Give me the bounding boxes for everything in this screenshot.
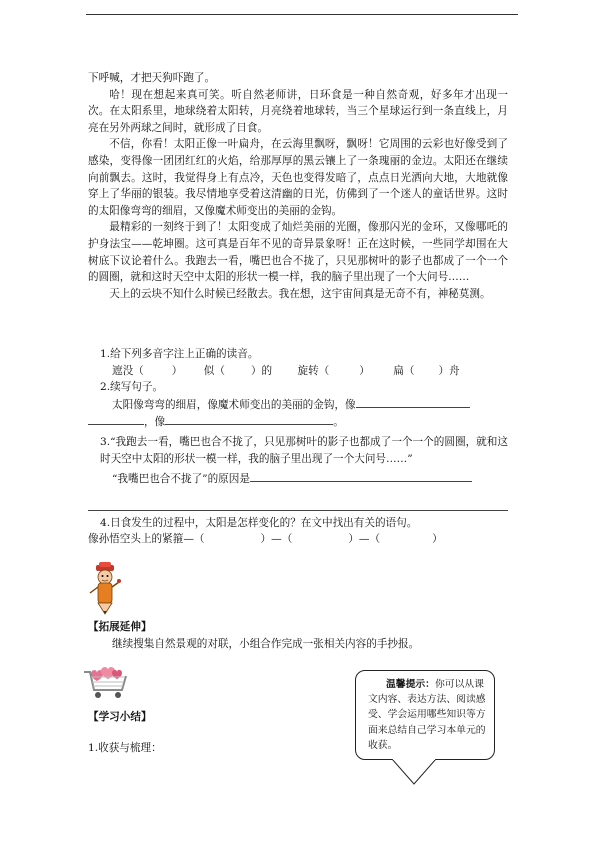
passage-paragraph-2: 不信，你看！太阳正像一叶扁舟，在云海里飘呀，飘呀！它周围的云彩也好像受到了感染，变得像一团团红红的火焰，给那厚厚的黑云镶上了一条瑰丽的金边。太阳还在继续向前飘去。这时，我觉得身上有点冷，天色也变得发暗了，点点日光洒向大地，大地就像穿上了华丽的银装。我尽情地享受着这清幽的日光，仿佛到了一个迷人的童话世界。这时的太阳像弯弯的细眉，又像魔术师变出的美丽的金钩。 (88, 138, 508, 217)
extension-section (88, 619, 508, 652)
tip-bubble (355, 670, 495, 760)
passage-paragraph-1: 哈！现在想起来真可笑。听自然老师讲，日环食是一种自然奇观，好多年才出现一次。在太阳系里，地球绕着太阳转，月亮绕着地球转，当三个星球运行到一条直线上，月亮在另外两球之间时，就形成了日食。 (88, 88, 508, 134)
summary-item-1: 1.收获与梳理： (88, 742, 162, 754)
reading-passage (88, 70, 508, 302)
question-4-chain: 像孙悟空头上的紧箍—（ ）—（ ）—（ ） (88, 533, 443, 546)
extension-heading: 【拓展延伸】 (88, 621, 152, 633)
passage-paragraph-0: 下呼喊，才把天狗吓跑了。 (88, 72, 216, 84)
summary-heading: 【学习小结】 (88, 711, 152, 723)
pencil-mascot-icon (86, 562, 122, 616)
tip-label: 温馨提示： (386, 679, 435, 690)
passage-paragraph-3: 最精彩的一刻终于到了！太阳变成了灿烂美丽的光圈，像那闪光的金环，又像哪吒的护身法宝——乾坤圈。这可真是百年不见的奇异景象呀！正在这时候，一些同学却围在大树底下议论着什么。我跑去一看，嘴巴也合不拢了，只见那树叶的影子也都成了一个一个的圆圈，就和这时天空中太阳的形状一模一样，我的脑子里出现了一个大问号…… (88, 221, 508, 284)
answer-blank[interactable] (356, 396, 470, 408)
question-2-title: 2.续写句子。 (100, 381, 164, 394)
answer-blank[interactable] (165, 413, 333, 425)
question-2-line-1: 太阳像弯弯的细眉，像魔术师变出的美丽的金钩，像 (88, 396, 508, 414)
bubble-tail-icon (392, 759, 436, 785)
question-3-prompt: “我嘴巴也合不拢了”的原因是 (88, 470, 508, 488)
answer-line[interactable] (88, 496, 508, 511)
question-3-text: 3.“我跑去一看，嘴巴也合不拢了，只见那树叶的影子也都成了一个一个的圆圈，就和这时天空中太阳的形状一模一样，我的脑子里出现了一个大问号……” (100, 435, 508, 465)
exercise-section (88, 346, 508, 548)
polyphone-item: 扁（ (393, 364, 415, 377)
polyphone-item: 旋转（ (297, 364, 330, 377)
passage-paragraph-4: 天上的云块不知什么时候已经散去。我在想，这宇宙间真是无奇不有，神秘莫测。 (109, 287, 491, 300)
question-1-items: 遮没（ ） 似（ ）的 旋转（ ） 扁（ ）舟 (112, 364, 460, 377)
answer-blank[interactable] (250, 470, 472, 482)
polyphone-item: 遮没（ (112, 364, 144, 377)
question-4-text: 4.日食发生的过程中，太阳是怎样变化的？在文中找出有关的语句。 (100, 516, 418, 529)
question-1-title: 1.给下列多音字注上正确的读音。 (100, 348, 259, 360)
question-2-line-2: ，像 。 (88, 413, 508, 431)
extension-text: 继续搜集自然景观的对联，小组合作完成一张相关内容的手抄报。 (112, 637, 420, 650)
header-rule (86, 14, 518, 15)
tip-text: 你可以从课文内容、表达方法、阅读感受、学会运用哪些知识等方面来总结自己学习本单元的收获。 (368, 679, 486, 751)
heart-cart-icon (82, 660, 132, 700)
answer-blank[interactable] (88, 413, 144, 425)
polyphone-item: 似（ (203, 364, 225, 377)
